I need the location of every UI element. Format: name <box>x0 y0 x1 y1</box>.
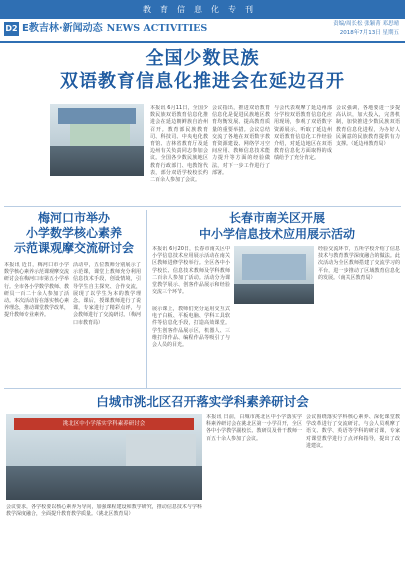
article3-column-1: 本报讯 6月20日，长春市南关区中小学信息技术应用展示活动在南关区教师进修学校举行。全区各中小学校长、信息技术教师及学科教师二百余人参加了活动。活动分为课堂教学展示、创客作品展示和经验交流三个环节。 <box>152 246 230 296</box>
article4-photo <box>6 414 202 500</box>
date-line: 2018年7月13日 星期五 <box>339 30 399 36</box>
article1-column-3: 与会代表观摩了延边州部分学校双语教育信息化应用现场，参观了双语数字资源展示，听取了延边州双语教育信息化工作经验介绍，对延边地区在双语教育信息化方面取得的成绩给予了充分肯定。 <box>274 105 332 162</box>
photo-people <box>234 284 314 304</box>
article2-column-2: 活动中，五位教师分别展示了示范课，课堂上教师充分利用信息技术手段，创设情境，引导学生自主探究、合作交流，展现了以学生为本的教学理念。课后，授课教师进行了说课，专家进行了精彩点评，与会教师进行了交流研讨。（梅河口市教育局） <box>73 262 141 326</box>
article1-photo <box>50 104 144 176</box>
column-divider <box>146 210 147 388</box>
article3-column-4 <box>234 306 400 382</box>
photo-people <box>50 146 144 176</box>
article2-title-line1: 梅河口市举办 <box>37 211 110 225</box>
photo-banner <box>58 108 136 124</box>
section-title-en: NEWS ACTIVITIES <box>106 23 208 34</box>
article1-caption <box>50 180 144 204</box>
masthead-band: 教育信息化专刊 <box>0 0 405 19</box>
article4-title: 白城市洮北区召开落实学科素养研讨会 <box>96 394 309 409</box>
article4-column-1: 本报讯 日前，白城市洮北区中小学落实学科素养研讨会在洮北区第一小学召开，全区各中小学教学副校长、教研员及骨干教师一百五十余人参加了会议。 <box>206 414 302 442</box>
article2-column-1: 本报讯 近日，梅河口市小学数学核心素养示范课观摩交流研讨会在梅河口市第五小学举行。全市各小学数学教师、教研员一百二十余人参加了活动。本次活动旨在落实核心素养理念，推动课堂教学改革，提升教师专业素养。 <box>4 262 69 319</box>
header-meta <box>333 20 399 38</box>
photo-screen <box>126 434 196 470</box>
article1-column-4: 会议强调，各地要进一步提高认识，加大投入，完善机制，加快推进少数民族双语教育信息化进程，为办好人民满意的民族教育提供有力支撑。（延边州教育局） <box>336 105 400 148</box>
photo-screen <box>242 254 306 280</box>
article4-column-2: 会议围绕落实学科核心素养、深化课堂教学改革进行了交流研讨。与会人员观摩了语文、数学、英语等学科的研讨课，专家对课堂教学进行了点评和指导，提出了改进建议。 <box>306 414 400 449</box>
article3-column-3: 经验交流环节，五所学校介绍了信息技术与教育教学深度融合的做法。此次活动为全区教师搭建了交流学习的平台，进一步推动了区域教育信息化的发展。（南关区教育局） <box>318 246 400 281</box>
article4-column-4 <box>206 504 400 580</box>
article3-photo <box>234 246 314 304</box>
article1-column-2: 会议指出，推进双语教育信息化是促进民族地区教育均衡发展、提高教育质量的重要举措。会议总结交流了各地在双语数字教育资源建设、网络学习空间应用、教师信息技术能力提升等方面的经验做法，对下一步工作进行了部署。 <box>212 105 270 176</box>
photo-people <box>6 466 202 500</box>
article3-title-line1: 长春市南关区开展 <box>228 211 325 225</box>
divider <box>4 206 401 207</box>
article3-column-2: 展示课上，教师们充分运用交互式电子白板、平板电脑、学科工具软件等信息化手段，打造高效课堂。学生创客作品展示区，机器人、三维打印作品、编程作品等吸引了与会人员的目光。 <box>152 306 230 349</box>
article4-column-3: 会议要求，各学校要以核心素养为导向，加强课程建设和教学研究，推动信息技术与学科教学深度融合，全面提升教育教学质量。（洮北区教育局） <box>6 504 202 518</box>
article1-column-1: 本报讯 6月11日，全国少数民族双语教育信息化推进会在延边朝鲜族自治州召开。教育部民族教育司、科技司、中央电化教育馆、吉林省教育厅及延边州有关负责同志参加会议。全国各少数民族地区教育行政部门、电教馆代表，部分双语学校校长约二百余人参加了会议。 <box>150 105 208 184</box>
page-header <box>0 19 405 43</box>
section-title-cn: E教吉林·新闻动态 <box>22 23 103 34</box>
editor-line: 责编/周长松 张颖菁 邓思晴 <box>333 21 399 27</box>
article1-title-line2: 双语教育信息化推进会在延边召开 <box>60 71 345 92</box>
section-title <box>22 22 207 36</box>
photo-banner: 洮北区中小学落实学科素养研讨会 <box>14 418 194 430</box>
divider <box>4 388 401 389</box>
article2-title-line2: 小学数学核心素养 <box>25 226 122 240</box>
article2-title-line3: 示范课观摩交流研讨会 <box>13 241 134 255</box>
article3-title-line2: 中小学信息技术应用展示活动 <box>198 227 355 241</box>
page-number-badge: D2 <box>4 22 19 36</box>
article1-title-line1: 全国少数民族 <box>145 48 260 69</box>
